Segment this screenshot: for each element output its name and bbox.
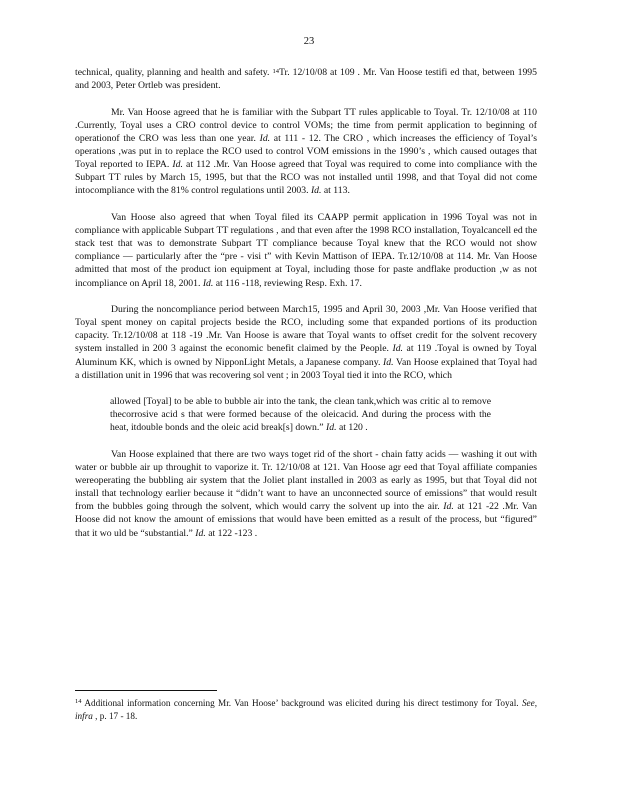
- text-run: Tr. 12/10/08 at 109 . Mr. Van Hoose testifi ed that, between 1995 and 2003, Peter Ortleb was president.: [75, 67, 537, 92]
- footnote-divider: [75, 690, 217, 691]
- text-run: at 112 .Mr. Van Hoose agreed that Toyal was required to come into compliance with the Subpart TT rules by March 15, 1995, but that the RCO was not installed until 1998, and that Toyal did not come intocompliance with the 81% control regulations until 2003.: [75, 159, 537, 197]
- citation-italic: See,: [521, 698, 537, 708]
- text-run: allowed [Toyal] to be able to bubble air into the tank, the clean tank,which was critic al to remove thecorrosive acid s that were formed because of the oleicacid. And during the process with the heat, itdouble bonds and the oleic acid break[s] down.”: [110, 396, 491, 434]
- body-text: [75, 66, 537, 553]
- text-run: Additional information concerning Mr. Van Hoose’ background was elicited during his direct testimony for Toyal.: [81, 698, 522, 708]
- citation-italic: Id.: [202, 277, 214, 289]
- text-run: Van Hoose explained that there are two ways toget rid of the short - chain fatty acids — washing it out with water or bubble air up throughit to vaporize it. Tr. 12/10/08 at 121. Van Hoose agr eed that Toyal affiliate companies wereoperating the bubbling air system that the Joliet plant installed in 2003 as early as 1995, but that Toyal did not install that technology earlier because it “didn’t want to have an unconnected source of emissions” that would result from the bubbles going through the solvent, which would carry the solvent up into the air.: [75, 448, 537, 513]
- text-run: technical, quality, planning and health and safety.: [75, 67, 273, 78]
- citation-italic: Id.: [172, 159, 183, 171]
- footnote-14: [75, 697, 537, 722]
- text-run: at 121 -22 .Mr. Van Hoose did not know the amount of emissions that would have been emitted as a result of the process, but “figured” that it wo uld be “substantial.”: [75, 501, 537, 539]
- footnote-marker: 14: [272, 68, 279, 75]
- citation-italic: Id.: [383, 356, 394, 368]
- footnote-marker: 14: [75, 698, 82, 705]
- citation-italic: infra: [75, 710, 93, 721]
- text-run: Mr. Van Hoose agreed that he is familiar with the Subpart TT rules applicable to Toyal. Tr. 12/10/08 at 110 .Currently, Toyal uses a CRO control device to control VOMs; the time from permit application to beginning of operationof the CRO was less than one year.: [75, 106, 537, 144]
- text-run: at 119 .Toyal is owned by Toyal Aluminum KK, which is owned by NipponLight Metals, a Japanese company.: [75, 343, 537, 368]
- paragraph-p1: [75, 66, 537, 92]
- paragraph-p5: [75, 448, 537, 540]
- text-run: Van Hoose also agreed that when Toyal filed its CAAPP permit application in 1996 Toyal was not in compliance with applicable Subpart TT regulations , and that even after the 1998 RCO installation, Toyalcancell ed the stack test that was to demonstrate Subpart TT compliance because Toyal knew that the RCO would not show compliance — particularly after the “pre - visi t” with Kevin Mattison of IEPA. Tr.12/10/08 at 114. Mr. Van Hoose admitted that most of the product ion equipment at Toyal, including those for paste andflake production ,w as not incompliance on April 18, 2001.: [75, 211, 537, 289]
- citation-italic: Id.: [259, 132, 271, 144]
- paragraph-p4: [75, 303, 537, 382]
- citation-italic: Id.: [443, 501, 454, 513]
- citation-italic: Id.: [392, 343, 403, 355]
- block-quote: [75, 395, 537, 434]
- text-run: at 113.: [321, 185, 350, 197]
- text-run: , p. 17 - 18.: [92, 710, 138, 721]
- paragraph-p2: [75, 106, 537, 198]
- text-run: at 116 -118, reviewing Resp. Exh. 17.: [213, 277, 362, 289]
- text-run: Van Hoose explained that Toyal had a distillation unit in 1996 that was recovering sol vent ; in 2003 Toyal tied it into the RCO, which: [75, 356, 537, 381]
- paragraph-p3: [75, 211, 537, 290]
- citation-italic: Id.: [195, 527, 206, 539]
- page-number: 23: [303, 36, 315, 47]
- text-run: at 122 -123 .: [205, 527, 258, 539]
- citation-italic: Id.: [310, 185, 322, 197]
- text-run: During the noncompliance period between March15, 1995 and April 30, 2003 ,Mr. Van Hoose verified that Toyal spent money on capital projects beside the RCO, including some that expanded portions of its production capacity. Tr.12/10/08 at 118 -19 .Mr. Van Hoose is aware that Toyal wants to offset credit for the solvent recovery system installed in 200 3 against the economic benefit claimed by the People.: [75, 303, 537, 355]
- text-run: at 120 .: [336, 422, 368, 434]
- citation-italic: Id.: [326, 422, 337, 434]
- text-run: at 111 - 12. The CRO , which increases the efficiency of Toyal’s operations ,was put in to replace the RCO used to control VOM emissions in the 1990’s , which caused outages that Toyal reported to IEPA.: [75, 132, 537, 171]
